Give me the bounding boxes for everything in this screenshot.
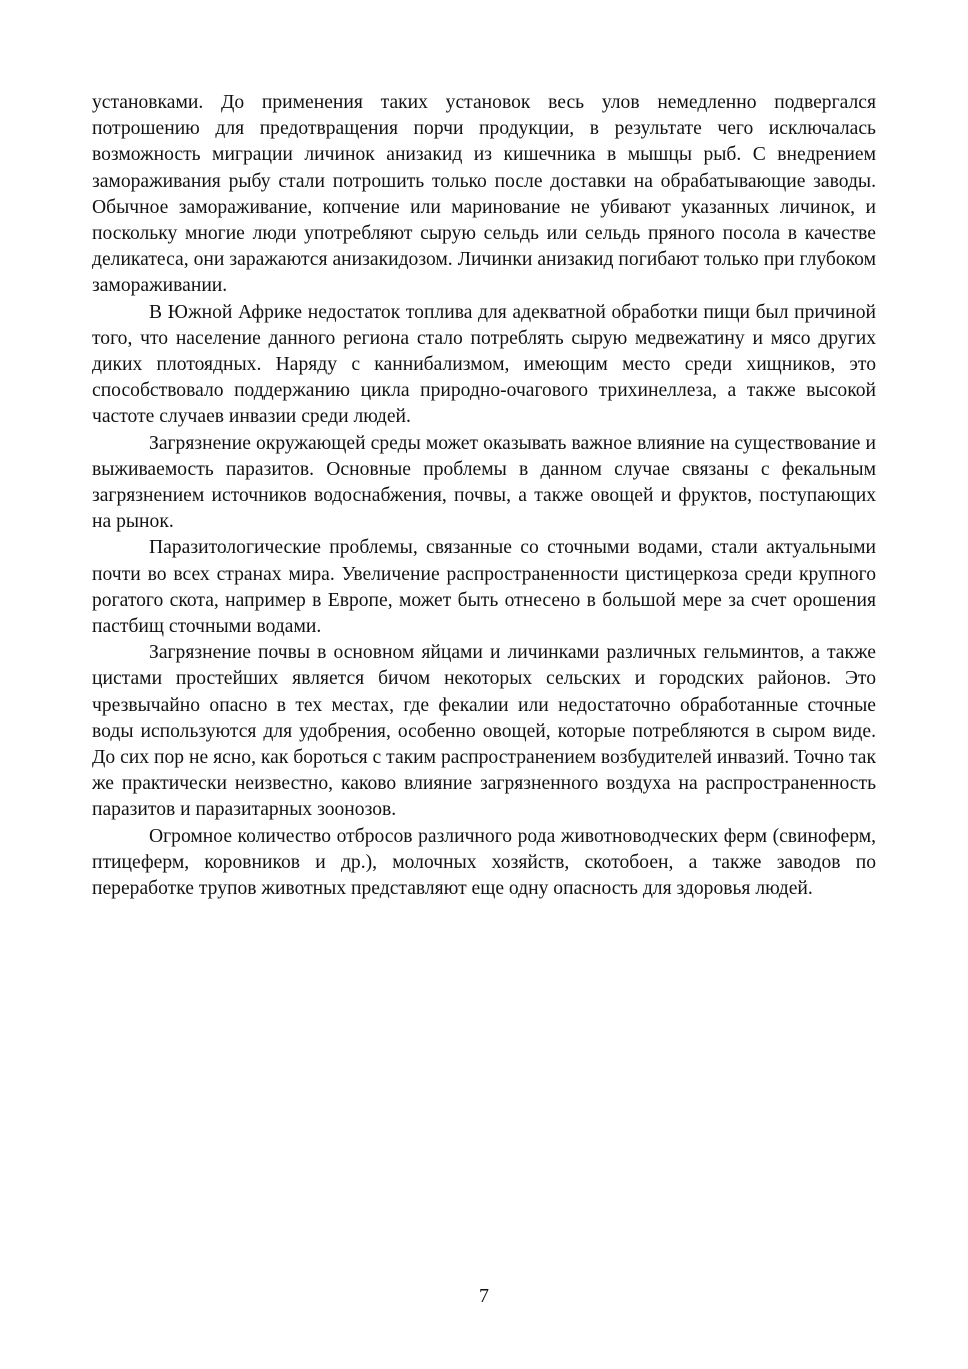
paragraph-wastewater: Паразитологические проблемы, связанные со сточными водами, стали актуальными почти во всех странах мира. Увеличение распространенности цистицеркоза среди крупного рогатого скота, например в Европе, может быть отнесено в большой мере за счет орошения пастбищ сточными водами. (92, 537, 876, 638)
paragraph-continuation: установками. До применения таких установок весь улов немедленно подвергался потрошению для предотвращения порчи продукции, в результате чего исключалась возможность миграции личинок анизакид из кишечника в мышцы рыб. С внедрением замораживания рыбу стали потрошить только после доставки на обрабатывающие заводы. Обычное замораживание, копчение или маринование не убивают указанных личинок, и поскольку многие люди употребляют сырую сельдь или сельдь пряного посола в качестве деликатеса, они заражаются анизакидозом. Личинки анизакид погибают только при глубоком замораживании. (92, 92, 876, 297)
paragraph-south-africa: В Южной Африке недостаток топлива для адекватной обработки пищи был причиной того, что население данного региона стало потреблять сырую медвежатину и мясо других диких плотоядных. Наряду с каннибализмом, имеющим место среди хищников, это способствовало поддержанию цикла природно-очагового трихинеллеза, а также высокой частоте случаев инвазии среди людей. (92, 301, 876, 428)
paragraph-soil: Загрязнение почвы в основном яйцами и личинками различных гельминтов, а также цистами простейших является бичом некоторых сельских и городских районов. Это чрезвычайно опасно в тех местах, где фекалии или недостаточно обработанные сточные воды используются для удобрения, особенно овощей, которые потребляются в сыром виде. До сих пор не ясно, как бороться с таким распространением возбудителей инвазий. Точно так же практически неизвестно, каково влияние загрязненного воздуха на распространенность паразитов и паразитарных зоонозов. (92, 642, 876, 821)
page-number: 7 (479, 1285, 489, 1307)
paragraph-pollution: Загрязнение окружающей среды может оказывать важное влияние на существование и выживаемость паразитов. Основные проблемы в данном случае связаны с фекальным загрязнением источников водоснабжения, почвы, а также овощей и фруктов, поступающих на рынок. (92, 432, 876, 533)
document-body (92, 90, 876, 902)
paragraph-farm-waste: Огромное количество отбросов различного рода животноводческих ферм (свиноферм, птицеферм, коровников и др.), молочных хозяйств, скотобоен, а также заводов по переработке трупов животных представляют еще одну опасность для здоровья людей. (92, 825, 876, 900)
